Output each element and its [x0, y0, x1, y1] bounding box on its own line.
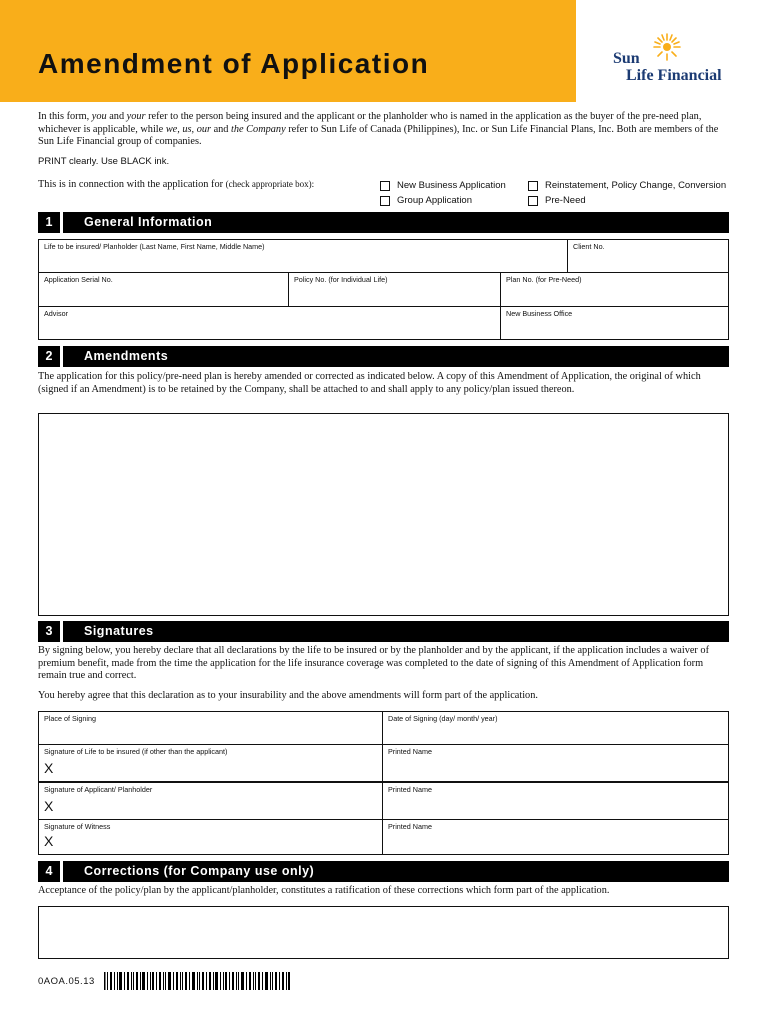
- checkbox-pre-need[interactable]: Pre-Need: [528, 195, 586, 206]
- signature-agreement: You hereby agree that this declaration as to your insurability and the above amendments will form part of the application.: [38, 690, 538, 701]
- section-number: 4: [45, 864, 53, 878]
- section-separator: [60, 346, 63, 367]
- intro-term-we-us-our: we, us, our: [165, 123, 212, 135]
- form-code: 0AOA.05.13: [38, 976, 95, 987]
- application-serial-field[interactable]: Application Serial No.: [38, 272, 289, 307]
- date-of-signing-field[interactable]: Date of Signing (day/ month/ year): [382, 711, 729, 745]
- section-2-header: [38, 346, 729, 367]
- section-1-header: [38, 212, 729, 233]
- signature-applicant-field[interactable]: Signature of Applicant/ Planholder X: [38, 782, 383, 820]
- checkbox-box[interactable]: [380, 181, 390, 191]
- plan-no-field[interactable]: Plan No. (for Pre-Need): [500, 272, 729, 307]
- checkbox-new-business[interactable]: New Business Application: [380, 180, 506, 191]
- printed-name-applicant-field[interactable]: Printed Name: [382, 782, 729, 820]
- checkbox-box[interactable]: [528, 196, 538, 206]
- checkbox-group-application[interactable]: Group Application: [380, 195, 472, 206]
- checkbox-box[interactable]: [380, 196, 390, 206]
- signature-declaration: By signing below, you hereby declare that all declarations by the life to be insured or by the planholder and by the applicant, if the application includes a waiver of premium benefit, made from the time the application for the life insurance coverage was completed to the date of signing of this Amendment of Application form remain true and correct.: [38, 645, 709, 681]
- logo-life-financial-text: Life Financial: [626, 67, 722, 84]
- connection-note: (check appropriate box):: [225, 179, 315, 189]
- print-instruction: PRINT clearly. Use BLACK ink.: [38, 156, 170, 167]
- checkbox-reinstatement[interactable]: Reinstatement, Policy Change, Conversion: [528, 180, 726, 191]
- client-no-field[interactable]: Client No.: [567, 239, 729, 273]
- advisor-field[interactable]: Advisor: [38, 306, 501, 340]
- intro-term-company: the Company: [231, 123, 286, 135]
- signature-life-insured-field[interactable]: Signature of Life to be insured (if other than the applicant) X: [38, 744, 383, 782]
- corrections-textarea[interactable]: [38, 906, 729, 959]
- section-title: Corrections (for Company use only): [84, 864, 315, 878]
- logo-sun-text: Sun: [613, 50, 640, 67]
- section-title: Signatures: [84, 624, 154, 638]
- printed-name-witness-field[interactable]: Printed Name: [382, 819, 729, 855]
- section-number: 1: [45, 215, 53, 229]
- section-separator: [60, 621, 63, 642]
- intro-term-your: your: [126, 111, 146, 122]
- amendments-textarea[interactable]: [38, 413, 729, 616]
- sun-burst-icon: [652, 32, 682, 62]
- section-separator: [60, 212, 63, 233]
- amendments-paragraph: The application for this policy/pre-need plan is hereby amended or corrected as indicated below. A copy of this Amendment of Application, the original of which (signed if an Amendment) is to be retained by the Company, shall be attached to and shall apply to any policy/plan issued thereon.: [38, 371, 701, 395]
- section-separator: [60, 861, 63, 882]
- signature-x-mark: X: [44, 760, 54, 776]
- corrections-paragraph: Acceptance of the policy/plan by the applicant/planholder, constitutes a ratification of these corrections which form part of the application.: [38, 885, 610, 896]
- section-3-header: [38, 621, 729, 642]
- policy-no-field[interactable]: Policy No. (for Individual Life): [288, 272, 501, 307]
- connection-text: This is in connection with the application for (check appropriate box):: [38, 179, 315, 190]
- new-business-office-field[interactable]: New Business Office: [500, 306, 729, 340]
- section-number: 3: [45, 624, 53, 638]
- printed-name-life-insured-field[interactable]: Printed Name: [382, 744, 729, 782]
- place-of-signing-field[interactable]: Place of Signing: [38, 711, 383, 745]
- page-title: Amendment of Application: [38, 48, 430, 79]
- intro-term-you: you: [91, 111, 107, 122]
- intro-paragraph: In this form, you and your refer to the person being insured and the applicant or the planholder who is named in the application as the buyer of the pre-need plan, whichever is applicable, while we, us, our and the Company refer to Sun Life of Canada (Philippines), Inc. or Sun Life Financial Plans, Inc. Both are members of the Sun Life Financial group of companies.: [38, 111, 719, 147]
- signature-x-mark: X: [44, 833, 54, 849]
- section-4-header: [38, 861, 729, 882]
- signature-x-mark: X: [44, 798, 54, 814]
- section-title: General Information: [84, 215, 213, 229]
- checkbox-box[interactable]: [528, 181, 538, 191]
- life-insured-field[interactable]: Life to be insured/ Planholder (Last Name, First Name, Middle Name): [38, 239, 568, 273]
- barcode-image: [104, 972, 290, 990]
- signature-witness-field[interactable]: Signature of Witness X: [38, 819, 383, 855]
- section-number: 2: [45, 349, 53, 363]
- section-title: Amendments: [84, 349, 169, 363]
